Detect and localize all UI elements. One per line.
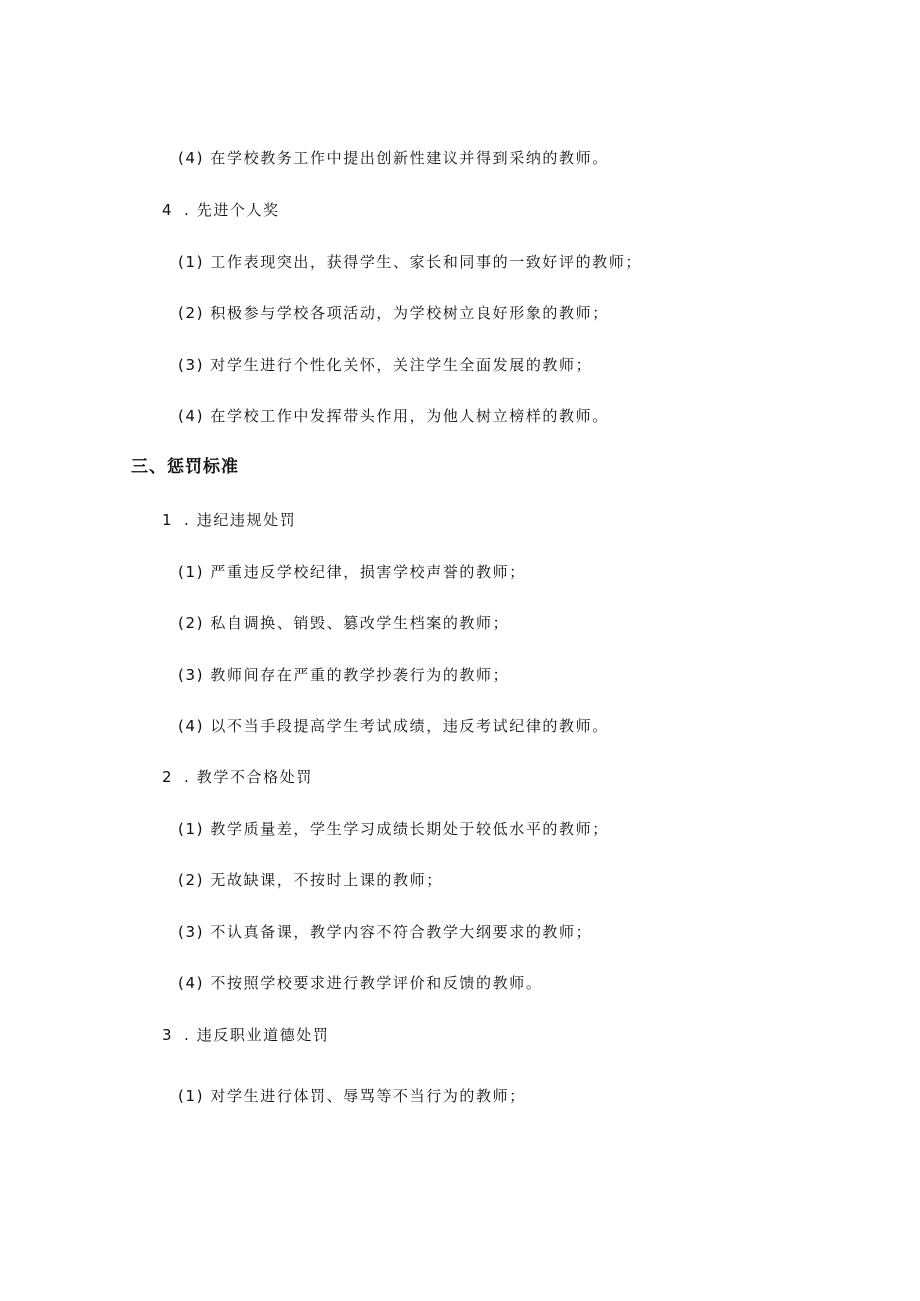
subsection-number: 3 — [162, 1026, 174, 1044]
list-item: (1) 对学生进行体罚、辱骂等不当行为的教师； — [178, 1087, 526, 1105]
subsection-label: . 先进个人奖 — [184, 201, 280, 219]
list-item: (3) 不认真备课，教学内容不符合教学大纲要求的教师； — [178, 923, 593, 941]
subsection-label: . 违反职业道德处罚 — [184, 1026, 330, 1044]
subsection-number: 1 — [162, 511, 174, 529]
list-item: (4) 不按照学校要求进行教学评价和反馈的教师。 — [178, 974, 543, 992]
subsection-title — [162, 767, 313, 787]
list-item: (1) 工作表现突出，获得学生、家长和同事的一致好评的教师； — [178, 253, 643, 271]
list-item: (4) 在学校教务工作中提出创新性建议并得到采纳的教师。 — [178, 149, 609, 167]
list-item: (1) 严重违反学校纪律，损害学校声誉的教师； — [178, 563, 526, 581]
list-item: (3) 教师间存在严重的教学抄袭行为的教师； — [178, 666, 510, 684]
subsection-title — [162, 1025, 330, 1045]
list-item: (2) 私自调换、销毁、篡改学生档案的教师； — [178, 614, 510, 632]
list-item: (4) 在学校工作中发挥带头作用，为他人树立榜样的教师。 — [178, 407, 609, 425]
list-item: (2) 无故缺课，不按时上课的教师； — [178, 871, 443, 889]
list-item: (2) 积极参与学校各项活动，为学校树立良好形象的教师； — [178, 304, 609, 322]
subsection-title — [162, 200, 280, 220]
subsection-title — [162, 510, 296, 530]
list-item: (3) 对学生进行个性化关怀，关注学生全面发展的教师； — [178, 356, 593, 374]
subsection-number: 2 — [162, 768, 174, 786]
list-item: (4) 以不当手段提高学生考试成绩，违反考试纪律的教师。 — [178, 717, 609, 735]
subsection-label: . 违纪违规处罚 — [184, 511, 297, 529]
subsection-number: 4 — [162, 201, 174, 219]
list-item: (1) 教学质量差，学生学习成绩长期处于较低水平的教师； — [178, 820, 609, 838]
section-heading: 三、惩罚标准 — [131, 457, 239, 477]
subsection-label: . 教学不合格处罚 — [184, 768, 313, 786]
